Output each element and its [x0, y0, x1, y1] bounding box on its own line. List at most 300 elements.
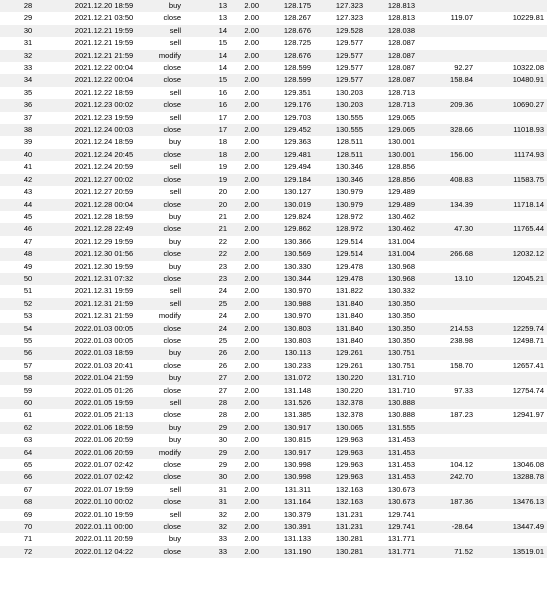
cell-time: 2022.01.05 21:13	[56, 409, 152, 421]
cell-order: 24	[184, 310, 230, 322]
cell-tp: 131.453	[366, 471, 418, 483]
table-row	[0, 509, 547, 521]
cell-size: 2.00	[230, 62, 262, 74]
cell-balance	[476, 298, 547, 310]
cell-order: 18	[184, 149, 230, 161]
cell-tp: 129.065	[366, 112, 418, 124]
cell-price: 131.526	[262, 397, 314, 409]
cell-type: sell	[152, 87, 184, 99]
cell-time: 2021.12.30 19:59	[56, 261, 152, 273]
cell-order: 14	[184, 25, 230, 37]
cell-tp: 131.771	[366, 546, 418, 558]
cell-price: 130.379	[262, 509, 314, 521]
cell-profit	[418, 112, 476, 124]
cell-size: 2.00	[230, 323, 262, 335]
cell-order: 14	[184, 62, 230, 74]
cell-sl: 130.979	[314, 186, 366, 198]
cell-sl: 129.514	[314, 236, 366, 248]
cell-type: close	[152, 459, 184, 471]
cell-order: 33	[184, 533, 230, 545]
cell-number: 52	[0, 298, 56, 310]
cell-profit	[418, 285, 476, 297]
cell-balance: 11018.93	[476, 124, 547, 136]
cell-tp: 129.741	[366, 509, 418, 521]
cell-sl: 130.220	[314, 385, 366, 397]
cell-price: 130.917	[262, 422, 314, 434]
cell-type: close	[152, 174, 184, 186]
cell-time: 2021.12.28 18:59	[56, 211, 152, 223]
cell-profit	[418, 136, 476, 148]
cell-time: 2021.12.28 00:04	[56, 199, 152, 211]
table-row	[0, 236, 547, 248]
cell-number: 30	[0, 25, 56, 37]
cell-tp: 128.713	[366, 87, 418, 99]
cell-order: 21	[184, 211, 230, 223]
cell-type: sell	[152, 509, 184, 521]
cell-price: 130.569	[262, 248, 314, 260]
cell-order: 31	[184, 484, 230, 496]
cell-sl: 132.163	[314, 484, 366, 496]
table-row	[0, 124, 547, 136]
table-row	[0, 37, 547, 49]
cell-balance: 10229.81	[476, 12, 547, 24]
cell-size: 2.00	[230, 521, 262, 533]
cell-balance	[476, 347, 547, 359]
cell-price: 130.366	[262, 236, 314, 248]
cell-time: 2022.01.06 20:59	[56, 447, 152, 459]
cell-sl: 129.963	[314, 447, 366, 459]
cell-size: 2.00	[230, 248, 262, 260]
cell-time: 2022.01.12 04:22	[56, 546, 152, 558]
cell-time: 2021.12.22 00:04	[56, 62, 152, 74]
cell-number: 71	[0, 533, 56, 545]
cell-sl: 129.577	[314, 74, 366, 86]
cell-balance: 11174.93	[476, 149, 547, 161]
cell-order: 15	[184, 74, 230, 86]
cell-price: 130.233	[262, 360, 314, 372]
cell-tp: 128.856	[366, 161, 418, 173]
cell-balance: 12032.12	[476, 248, 547, 260]
table-row	[0, 298, 547, 310]
cell-balance	[476, 186, 547, 198]
cell-price: 131.385	[262, 409, 314, 421]
cell-type: sell	[152, 397, 184, 409]
cell-type: close	[152, 323, 184, 335]
cell-profit	[418, 298, 476, 310]
cell-profit: 187.36	[418, 496, 476, 508]
cell-balance: 10690.27	[476, 99, 547, 111]
table-row	[0, 136, 547, 148]
cell-sl: 129.478	[314, 261, 366, 273]
cell-tp: 131.453	[366, 447, 418, 459]
cell-price: 128.175	[262, 0, 314, 12]
cell-size: 2.00	[230, 0, 262, 12]
cell-price: 130.917	[262, 447, 314, 459]
cell-profit	[418, 484, 476, 496]
cell-order: 20	[184, 186, 230, 198]
cell-time: 2021.12.21 03:50	[56, 12, 152, 24]
cell-price: 131.164	[262, 496, 314, 508]
cell-profit: 134.39	[418, 199, 476, 211]
cell-tp: 131.004	[366, 236, 418, 248]
cell-time: 2022.01.03 18:59	[56, 347, 152, 359]
cell-profit: 187.23	[418, 409, 476, 421]
cell-price: 128.725	[262, 37, 314, 49]
table-row	[0, 261, 547, 273]
cell-balance	[476, 509, 547, 521]
cell-price: 129.452	[262, 124, 314, 136]
table-row	[0, 149, 547, 161]
cell-size: 2.00	[230, 186, 262, 198]
cell-price: 130.998	[262, 471, 314, 483]
cell-time: 2022.01.03 00:05	[56, 335, 152, 347]
cell-price: 129.351	[262, 87, 314, 99]
cell-number: 50	[0, 273, 56, 285]
cell-size: 2.00	[230, 484, 262, 496]
table-row	[0, 99, 547, 111]
table-row	[0, 533, 547, 545]
cell-tp: 130.968	[366, 273, 418, 285]
cell-type: close	[152, 248, 184, 260]
cell-number: 40	[0, 149, 56, 161]
cell-sl: 129.577	[314, 50, 366, 62]
cell-size: 2.00	[230, 136, 262, 148]
cell-sl: 129.963	[314, 471, 366, 483]
cell-number: 37	[0, 112, 56, 124]
cell-profit: 92.27	[418, 62, 476, 74]
cell-sl: 127.323	[314, 12, 366, 24]
cell-price: 128.599	[262, 74, 314, 86]
cell-profit	[418, 87, 476, 99]
cell-size: 2.00	[230, 211, 262, 223]
cell-price: 130.815	[262, 434, 314, 446]
cell-sl: 127.323	[314, 0, 366, 12]
cell-profit	[418, 509, 476, 521]
cell-order: 23	[184, 273, 230, 285]
cell-time: 2022.01.04 21:59	[56, 372, 152, 384]
cell-balance	[476, 50, 547, 62]
cell-size: 2.00	[230, 533, 262, 545]
cell-profit: 238.98	[418, 335, 476, 347]
cell-type: sell	[152, 186, 184, 198]
cell-order: 27	[184, 372, 230, 384]
cell-time: 2021.12.21 21:59	[56, 50, 152, 62]
cell-price: 129.494	[262, 161, 314, 173]
cell-tp: 130.968	[366, 261, 418, 273]
cell-number: 48	[0, 248, 56, 260]
cell-number: 45	[0, 211, 56, 223]
cell-size: 2.00	[230, 87, 262, 99]
cell-size: 2.00	[230, 50, 262, 62]
cell-tp: 130.350	[366, 310, 418, 322]
cell-tp: 130.888	[366, 397, 418, 409]
cell-number: 55	[0, 335, 56, 347]
cell-price: 131.190	[262, 546, 314, 558]
cell-profit	[418, 186, 476, 198]
cell-price: 129.363	[262, 136, 314, 148]
cell-profit	[418, 347, 476, 359]
cell-type: sell	[152, 25, 184, 37]
cell-tp: 128.087	[366, 50, 418, 62]
cell-sl: 131.840	[314, 298, 366, 310]
table-row	[0, 546, 547, 558]
cell-time: 2022.01.10 19:59	[56, 509, 152, 521]
cell-size: 2.00	[230, 509, 262, 521]
cell-order: 24	[184, 323, 230, 335]
cell-order: 13	[184, 0, 230, 12]
cell-balance	[476, 87, 547, 99]
cell-price: 130.803	[262, 323, 314, 335]
cell-time: 2021.12.20 18:59	[56, 0, 152, 12]
table-row	[0, 372, 547, 384]
cell-profit	[418, 447, 476, 459]
table-row	[0, 310, 547, 322]
cell-profit	[418, 236, 476, 248]
table-row	[0, 347, 547, 359]
cell-balance	[476, 236, 547, 248]
table-row	[0, 521, 547, 533]
cell-balance: 13476.13	[476, 496, 547, 508]
cell-time: 2021.12.29 19:59	[56, 236, 152, 248]
cell-sl: 129.528	[314, 25, 366, 37]
cell-order: 25	[184, 335, 230, 347]
cell-number: 47	[0, 236, 56, 248]
cell-type: close	[152, 471, 184, 483]
cell-type: buy	[152, 211, 184, 223]
cell-tp: 128.856	[366, 174, 418, 186]
cell-size: 2.00	[230, 25, 262, 37]
cell-sl: 128.511	[314, 136, 366, 148]
cell-balance	[476, 37, 547, 49]
cell-time: 2021.12.21 19:59	[56, 37, 152, 49]
cell-type: close	[152, 12, 184, 24]
cell-tp: 129.065	[366, 124, 418, 136]
cell-time: 2022.01.03 20:41	[56, 360, 152, 372]
cell-balance: 12259.74	[476, 323, 547, 335]
cell-profit	[418, 161, 476, 173]
cell-type: buy	[152, 372, 184, 384]
cell-number: 59	[0, 385, 56, 397]
cell-balance	[476, 447, 547, 459]
cell-profit	[418, 211, 476, 223]
cell-time: 2022.01.07 19:59	[56, 484, 152, 496]
cell-order: 30	[184, 434, 230, 446]
cell-tp: 131.004	[366, 248, 418, 260]
cell-balance: 13288.78	[476, 471, 547, 483]
cell-profit: 119.07	[418, 12, 476, 24]
table-row	[0, 50, 547, 62]
cell-order: 17	[184, 124, 230, 136]
cell-sl: 129.577	[314, 37, 366, 49]
cell-price: 128.599	[262, 62, 314, 74]
cell-time: 2021.12.24 18:59	[56, 136, 152, 148]
cell-sl: 132.378	[314, 397, 366, 409]
cell-size: 2.00	[230, 236, 262, 248]
cell-price: 129.481	[262, 149, 314, 161]
table-row	[0, 360, 547, 372]
cell-order: 29	[184, 459, 230, 471]
table-row	[0, 273, 547, 285]
table-row	[0, 174, 547, 186]
cell-size: 2.00	[230, 124, 262, 136]
cell-type: close	[152, 99, 184, 111]
cell-balance: 11583.75	[476, 174, 547, 186]
cell-balance	[476, 161, 547, 173]
cell-number: 49	[0, 261, 56, 273]
cell-profit: 242.70	[418, 471, 476, 483]
table-row	[0, 484, 547, 496]
cell-number: 34	[0, 74, 56, 86]
cell-time: 2021.12.23 19:59	[56, 112, 152, 124]
table-row	[0, 211, 547, 223]
cell-balance: 11718.14	[476, 199, 547, 211]
cell-number: 46	[0, 223, 56, 235]
cell-sl: 131.231	[314, 509, 366, 521]
cell-tp: 131.453	[366, 459, 418, 471]
cell-time: 2022.01.06 18:59	[56, 422, 152, 434]
cell-profit	[418, 261, 476, 273]
cell-time: 2021.12.30 01:56	[56, 248, 152, 260]
cell-type: close	[152, 273, 184, 285]
cell-sl: 129.478	[314, 273, 366, 285]
cell-number: 33	[0, 62, 56, 74]
cell-size: 2.00	[230, 99, 262, 111]
cell-balance: 12498.71	[476, 335, 547, 347]
cell-sl: 128.511	[314, 149, 366, 161]
cell-time: 2022.01.11 00:00	[56, 521, 152, 533]
cell-tp: 130.751	[366, 347, 418, 359]
cell-balance	[476, 310, 547, 322]
cell-time: 2021.12.24 20:59	[56, 161, 152, 173]
cell-price: 130.019	[262, 199, 314, 211]
table-row	[0, 385, 547, 397]
cell-number: 67	[0, 484, 56, 496]
cell-type: sell	[152, 37, 184, 49]
cell-time: 2022.01.10 00:02	[56, 496, 152, 508]
cell-number: 56	[0, 347, 56, 359]
cell-time: 2021.12.31 21:59	[56, 298, 152, 310]
cell-size: 2.00	[230, 496, 262, 508]
cell-balance: 13046.08	[476, 459, 547, 471]
cell-time: 2022.01.05 19:59	[56, 397, 152, 409]
cell-balance: 12045.21	[476, 273, 547, 285]
cell-time: 2021.12.27 20:59	[56, 186, 152, 198]
cell-number: 64	[0, 447, 56, 459]
cell-time: 2021.12.24 20:45	[56, 149, 152, 161]
cell-size: 2.00	[230, 298, 262, 310]
cell-tp: 130.350	[366, 335, 418, 347]
cell-type: sell	[152, 112, 184, 124]
cell-number: 57	[0, 360, 56, 372]
cell-number: 60	[0, 397, 56, 409]
cell-type: modify	[152, 310, 184, 322]
cell-tp: 128.087	[366, 37, 418, 49]
cell-profit	[418, 372, 476, 384]
cell-sl: 131.840	[314, 323, 366, 335]
cell-number: 42	[0, 174, 56, 186]
cell-tp: 130.888	[366, 409, 418, 421]
cell-size: 2.00	[230, 174, 262, 186]
cell-order: 13	[184, 12, 230, 24]
cell-size: 2.00	[230, 385, 262, 397]
cell-size: 2.00	[230, 434, 262, 446]
cell-price: 129.176	[262, 99, 314, 111]
cell-number: 41	[0, 161, 56, 173]
cell-price: 129.703	[262, 112, 314, 124]
cell-number: 53	[0, 310, 56, 322]
cell-time: 2021.12.27 00:02	[56, 174, 152, 186]
cell-tp: 131.453	[366, 434, 418, 446]
cell-type: buy	[152, 136, 184, 148]
cell-order: 27	[184, 385, 230, 397]
cell-order: 32	[184, 509, 230, 521]
cell-tp: 128.713	[366, 99, 418, 111]
cell-order: 17	[184, 112, 230, 124]
cell-sl: 132.163	[314, 496, 366, 508]
cell-type: close	[152, 546, 184, 558]
cell-tp: 131.710	[366, 372, 418, 384]
cell-order: 22	[184, 248, 230, 260]
cell-type: sell	[152, 161, 184, 173]
cell-profit	[418, 50, 476, 62]
cell-size: 2.00	[230, 12, 262, 24]
cell-type: buy	[152, 422, 184, 434]
cell-type: close	[152, 360, 184, 372]
cell-size: 2.00	[230, 546, 262, 558]
cell-time: 2021.12.22 18:59	[56, 87, 152, 99]
cell-tp: 128.038	[366, 25, 418, 37]
table-row	[0, 422, 547, 434]
cell-sl: 130.203	[314, 99, 366, 111]
cell-tp: 131.710	[366, 385, 418, 397]
cell-time: 2022.01.03 00:05	[56, 323, 152, 335]
cell-time: 2021.12.31 21:59	[56, 310, 152, 322]
cell-sl: 129.514	[314, 248, 366, 260]
cell-order: 15	[184, 37, 230, 49]
cell-size: 2.00	[230, 471, 262, 483]
cell-sl: 130.220	[314, 372, 366, 384]
cell-type: sell	[152, 298, 184, 310]
cell-sl: 130.555	[314, 112, 366, 124]
cell-order: 16	[184, 87, 230, 99]
cell-profit	[418, 422, 476, 434]
cell-type: close	[152, 409, 184, 421]
cell-balance	[476, 25, 547, 37]
cell-type: close	[152, 62, 184, 74]
cell-tp: 128.813	[366, 12, 418, 24]
cell-type: close	[152, 496, 184, 508]
cell-number: 44	[0, 199, 56, 211]
cell-profit: 104.12	[418, 459, 476, 471]
table-row	[0, 248, 547, 260]
cell-price: 130.344	[262, 273, 314, 285]
cell-tp: 130.001	[366, 149, 418, 161]
cell-profit: 328.66	[418, 124, 476, 136]
cell-balance: 12754.74	[476, 385, 547, 397]
cell-order: 26	[184, 360, 230, 372]
table-row	[0, 0, 547, 12]
cell-balance	[476, 112, 547, 124]
cell-balance	[476, 422, 547, 434]
cell-number: 69	[0, 509, 56, 521]
cell-order: 33	[184, 546, 230, 558]
cell-type: close	[152, 335, 184, 347]
cell-type: close	[152, 521, 184, 533]
cell-sl: 131.840	[314, 310, 366, 322]
cell-profit	[418, 533, 476, 545]
cell-balance: 11765.44	[476, 223, 547, 235]
cell-order: 23	[184, 261, 230, 273]
